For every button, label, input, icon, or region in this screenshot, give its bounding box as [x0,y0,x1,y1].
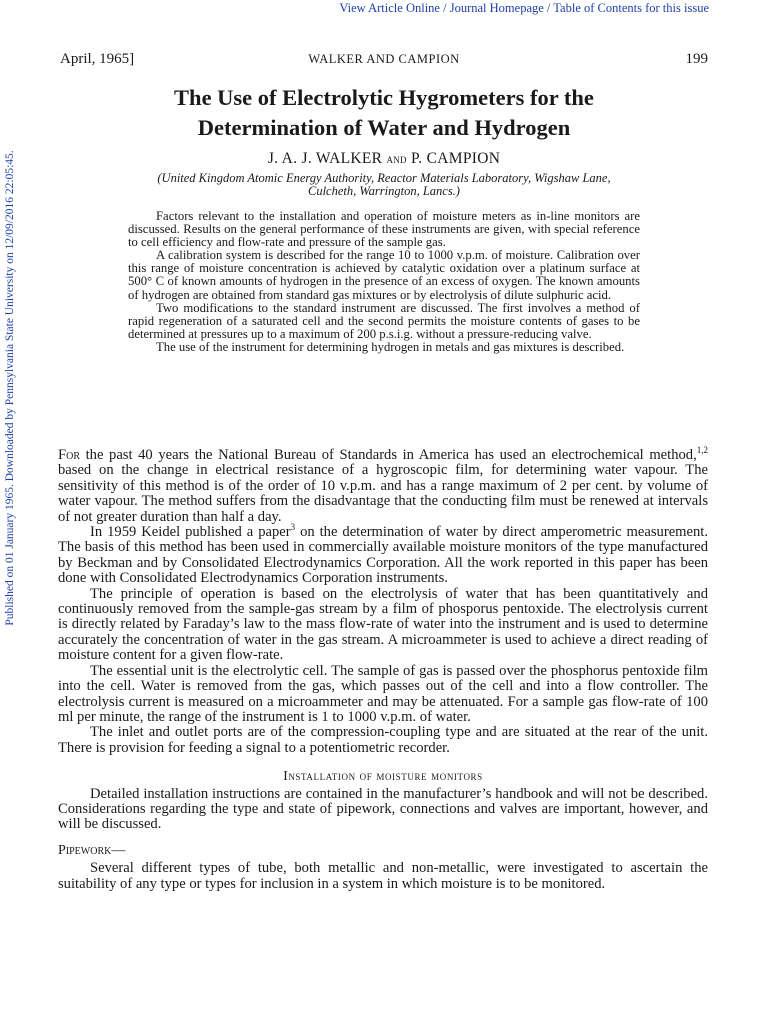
body-paragraph: Several different types of tube, both metallic and non-metallic, were investigated to ascertain the suitability of any type or types for inclusion in a system in which moisture is to be monitored. [58,860,708,892]
paragraph-text: on the determination of water by direct amperometric measurement. The basis of this method has been used in commercially available moisture monitors of the type manufactured by Beckman and by Consolidated Electrodynamics Corporation. All the work reported in this paper has been done with Consolidated Electrodynamics Corporation instruments. [58,524,708,587]
abstract-paragraph: Factors relevant to the installation and operation of moisture meters as in-line monitors are discussed. Results on the general performance of these instruments are given, with special reference to cell efficiency and flow-rate and pressure of the sample gas. [128,209,640,250]
journal-homepage-link[interactable]: Journal Homepage [449,1,544,15]
paragraph-text: In 1959 Keidel published a paper [90,524,291,541]
abstract-paragraph: Two modifications to the standard instrument are discussed. The first involves a method of rapid regeneration of a saturated cell and the second permits the moisture contents of gases to be determined at pressures up to a maximum of 200 p.s.i.g. without a pressure-reducing valve. [128,300,640,341]
body-paragraph: The inlet and outlet ports are of the compression-coupling type and are situated at the rear of the unit. There is provision for feeding a signal to a potentiometric recorder. [58,724,708,756]
body-paragraph [58,445,708,525]
article-top-links [339,1,709,16]
body-paragraph [58,522,708,587]
download-watermark-text: Published on 01 January 1965. Downloaded by Pennsylvania State University on 12/09/2016 22:05:45. [4,150,16,626]
citation-reference: 1,2 [696,445,708,456]
affiliation-line-1: (United Kingdom Atomic Energy Authority, Reactor Materials Laboratory, Wigshaw Lane, [157,171,611,185]
affiliation-line-2: Culcheth, Warrington, Lancs.) [308,184,460,198]
paragraph-lead-in: For [58,447,81,463]
link-separator: / [543,1,554,15]
citation-reference: 3 [290,522,296,533]
author-1: J. A. J. WALKER [267,150,383,167]
body-paragraph: The principle of operation is based on the electrolysis of water that has been quantitatively and continuously removed from the sample-gas stream by a film of phosporus pentoxide. The electrolysis current is directly related by Faraday’s law to the mass flow-rate of water into the instrument and is used to determine accurately the concentration of water in the gas stream. A microammeter is used to achieve a direct reading of moisture content for a given flow-rate. [58,585,708,664]
running-head [60,51,708,69]
paragraph-text: the past 40 years the National Bureau of Standards in America has used an electrochemical method, [80,447,697,463]
abstract-paragraph: The use of the instrument for determining hydrogen in metals and gas mixtures is described. [156,339,625,354]
abstract-paragraph: A calibration system is described for the range 10 to 1000 v.p.m. of moisture. Calibration over this range of moisture concentration is achieved by catalytic oxidation over a platinum surface at 500° C of known amounts of hydrogen in the presence of an excess of oxygen. The known amounts of hydrogen are obtained from standard gas mixtures or by electrolysis of dilute sulphuric acid. [128,248,640,302]
paragraph-text: based on the change in electrical resistance of a hygroscopic film, for determining water vapour. The sensitivity of this method is of the order of 10 v.p.m. and has a range maximum of 2 per cent. by volume of water vapour. The method suffers from the disadvantage that the conducting film must be renewed at intervals of not greater duration than half a day. [58,462,708,525]
author-affiliation [100,172,668,198]
body-paragraph: The essential unit is the electrolytic cell. The sample of gas is passed over the phosphorus pentoxide film into the cell. Water is removed from the gas, which passes out of the cell and into a flow controller. The electrolysis current is measured on a microammeter and may be attenuated. For a sample gas flow-rate of 100 ml per minute, the range of the instrument is 1 to 1000 v.p.m. of water. [58,662,708,725]
title-line-1: The Use of Electrolytic Hygrometers for the [174,85,594,110]
title-line-2: Determination of Water and Hydrogen [197,115,571,140]
view-article-online-link[interactable]: View Article Online [339,1,440,15]
table-of-contents-link[interactable]: Table of Contents for this issue [553,1,709,15]
article-title [60,83,708,143]
issue-date: April, 1965] [60,51,135,67]
author-byline [60,150,708,168]
section-heading: Installation of moisture monitors [283,768,483,784]
author-2: P. CAMPION [411,150,501,167]
byline-conjunction: and [386,151,407,166]
download-watermark [3,143,17,633]
body-paragraph: Detailed installation instructions are contained in the manufacturer’s handbook and will not be described. Considerations regarding the type and state of pipework, connections and valves are important, however, and will be discussed. [58,785,708,833]
subsection-heading: Pipework— [58,842,126,858]
abstract [128,210,640,354]
link-separator: / [439,1,450,15]
article-body [58,445,708,892]
running-head-authors: WALKER AND CAMPION [308,52,460,66]
page-number: 199 [685,51,708,67]
